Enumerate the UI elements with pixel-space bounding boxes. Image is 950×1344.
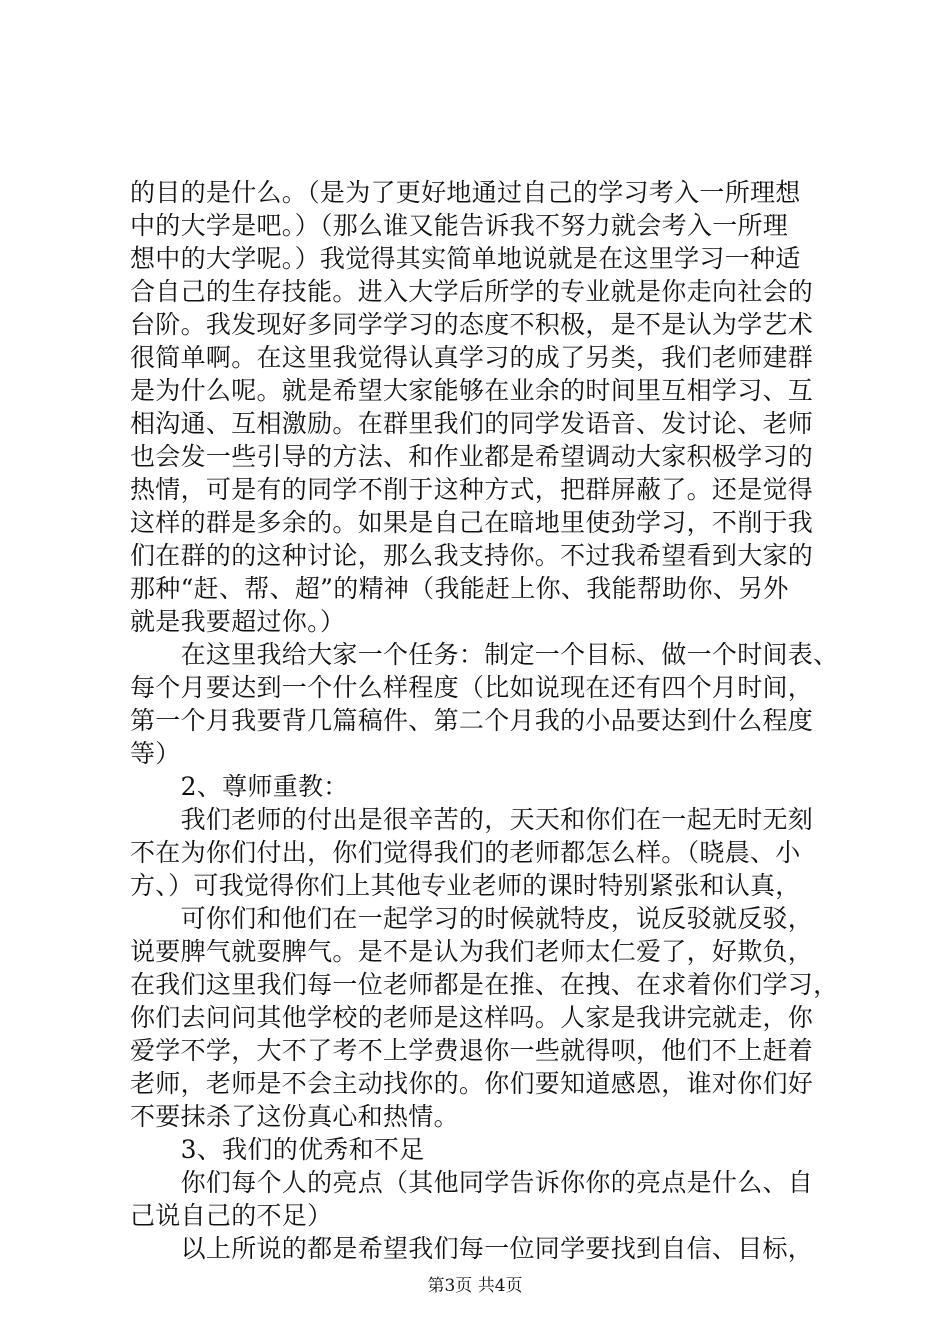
text-line: 在这里我给大家一个任务：制定一个目标、做一个时间表、: [130, 640, 839, 669]
text-line: 在我们这里我们每一位老师都是在推、在拽、在求着你们学习，: [130, 970, 839, 999]
text-line: 方、）可我觉得你们上其他专业老师的课时特别紧张和认真，: [130, 871, 801, 900]
text-line: 每个月要达到一个什么样程度（比如说现在还有四个月时间，: [130, 673, 814, 702]
text-line: 等）: [130, 739, 181, 768]
text-line: 老师，老师是不会主动找你的。你们要知道感恩，谁对你们好: [130, 1069, 814, 1098]
text-line: 不在为你们付出，你们觉得我们的老师都怎么样。（晓晨、小: [130, 838, 801, 867]
text-line: 说要脾气就耍脾气。是不是认为我们老师太仁爱了，好欺负，: [130, 937, 814, 966]
text-line: 你们去问问其他学校的老师是这样吗。人家是我讲完就走，你: [130, 1003, 814, 1032]
text-line: 也会发一些引导的方法、和作业都是希望调动大家积极学习的: [130, 442, 814, 471]
text-line: 合自己的生存技能。进入大学后所学的专业就是你走向社会的: [130, 277, 814, 306]
text-line: 很简单啊。在这里我觉得认真学习的成了另类，我们老师建群: [130, 343, 814, 372]
text-line: 那种“赶、帮、超”的精神（我能赶上你、我能帮助你、另外: [130, 574, 789, 603]
text-line: 是为什么呢。就是希望大家能够在业余的时间里互相学习、互: [130, 376, 814, 405]
text-line: 可你们和他们在一起学习的时候就特皮，说反驳就反驳，: [130, 904, 814, 933]
text-line: 中的大学是吧。）（那么谁又能告诉我不努力就会考入一所理: [130, 211, 789, 240]
text-line: 想中的大学呢。）我觉得其实简单地说就是在这里学习一种适: [130, 244, 801, 273]
text-line: 们在群的的这种讨论，那么我支持你。不过我希望看到大家的: [130, 541, 814, 570]
text-line: 就是我要超过你。）: [130, 607, 346, 636]
text-line: 以上所说的都是希望我们每一位同学要找到自信、目标，: [130, 1234, 814, 1263]
page-footer: [0, 1275, 950, 1297]
section-heading: 2、尊师重教：: [130, 772, 349, 801]
text-line: 相沟通、互相激励。在群里我们的同学发语音、发讨论、老师: [130, 409, 814, 438]
section-heading: 3、我们的优秀和不足: [130, 1135, 425, 1164]
text-line: 第一个月我要背几篇稿件、第二个月我的小品要达到什么程度: [130, 706, 814, 735]
text-line: 爱学不学，大不了考不上学费退你一些就得呗，他们不上赶着: [130, 1036, 814, 1065]
text-line: 己说自己的不足）: [130, 1201, 333, 1230]
page-number-label: 第3页 共4页: [427, 1276, 523, 1296]
text-line: 不要抹杀了这份真心和热情。: [130, 1102, 459, 1131]
text-line: 你们每个人的亮点（其他同学告诉你你的亮点是什么、自: [130, 1168, 814, 1197]
text-line: 我们老师的付出是很辛苦的，天天和你们在一起无时无刻: [130, 805, 814, 834]
text-line: 的目的是什么。（是为了更好地通过自己的学习考入一所理想: [130, 178, 801, 207]
text-line: 这样的群是多余的。如果是自己在暗地里使劲学习，不削于我: [130, 508, 814, 537]
text-line: 台阶。我发现好多同学学习的态度不积极，是不是认为学艺术: [130, 310, 814, 339]
text-line: 热情，可是有的同学不削于这种方式，把群屏蔽了。还是觉得: [130, 475, 814, 504]
